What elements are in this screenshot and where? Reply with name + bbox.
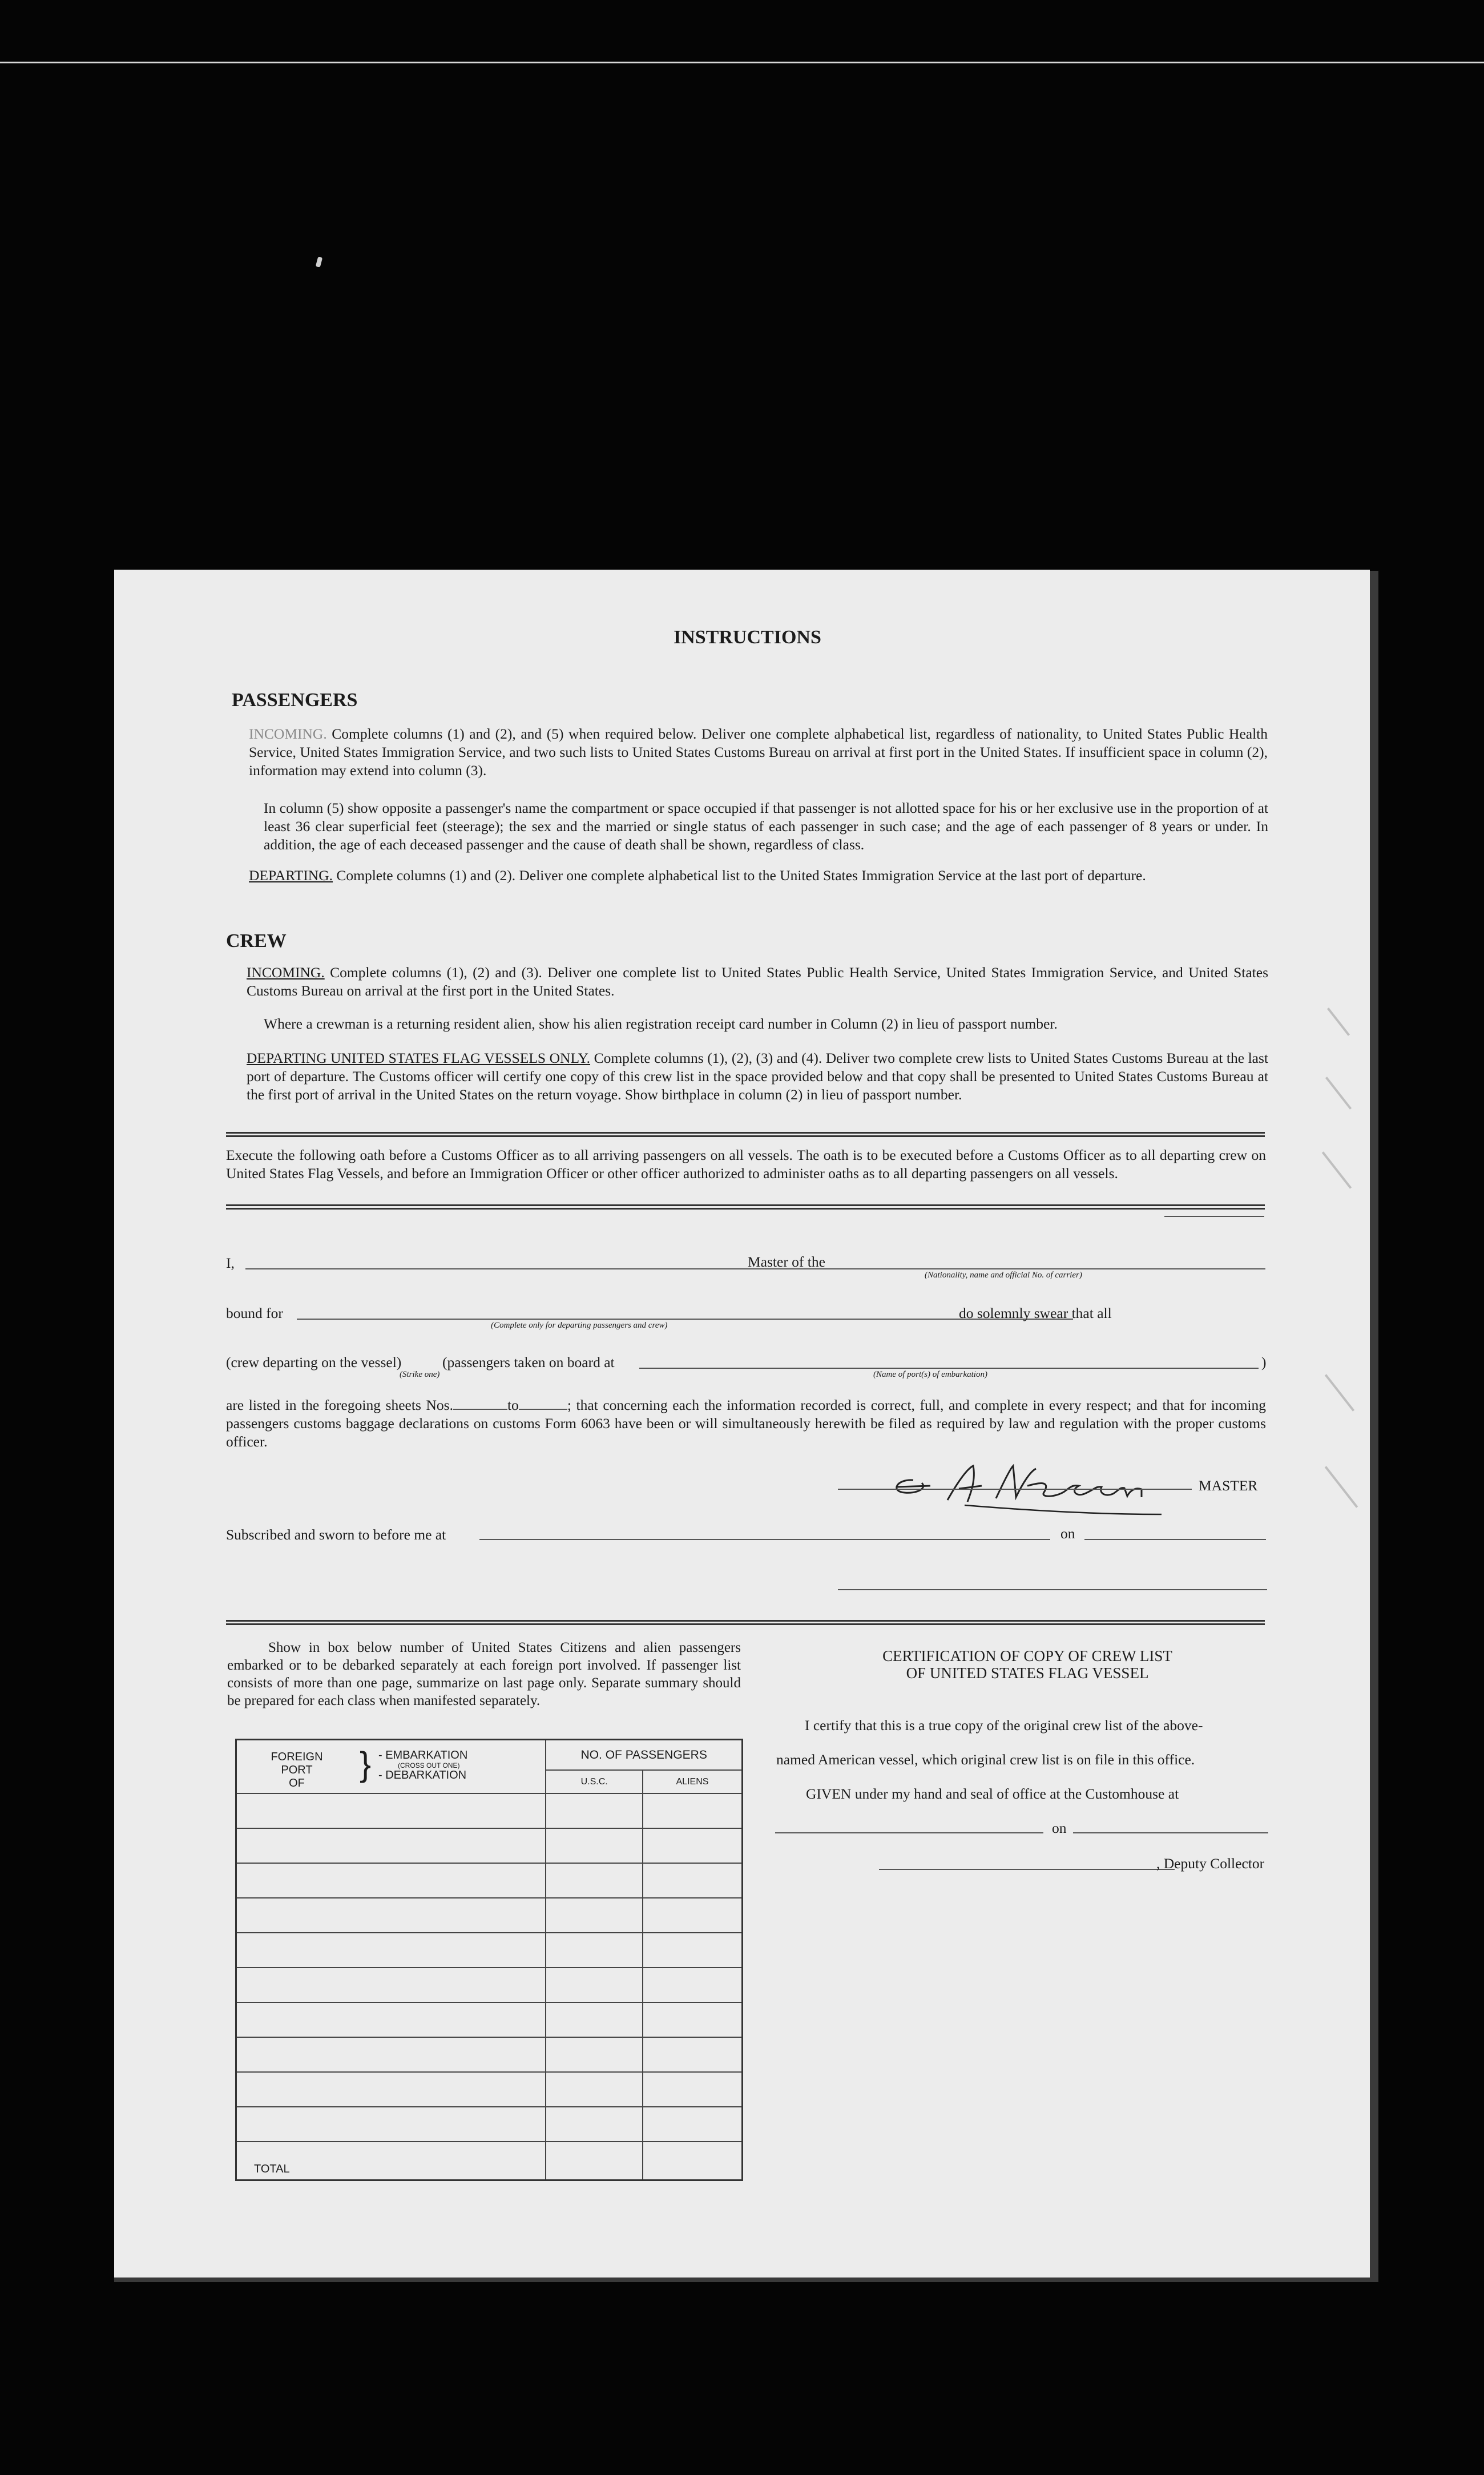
crew-heading: CREW bbox=[226, 930, 287, 952]
table-row bbox=[236, 2002, 743, 2037]
summary-instructions: Show in box below number of United States Citizens and alien passengers embarked or to be debarked separately at each foreign port involved. If passenger list consists of more than one page, summarize on last page only. Separate summary should be prepared for each class when manifested separately. bbox=[227, 1640, 741, 1708]
aliens-cell[interactable] bbox=[643, 1968, 743, 2002]
crew-incoming-paragraph bbox=[247, 964, 1268, 1000]
foreign-port-of-label bbox=[260, 1751, 334, 1790]
master-signature-line[interactable] bbox=[838, 1489, 1192, 1490]
listed-prefix: are listed in the foregoing sheets Nos. bbox=[226, 1397, 453, 1413]
deputy-collector-line[interactable] bbox=[879, 1869, 1175, 1870]
crew-departing-label: DEPARTING UNITED STATES FLAG VESSELS ONLY. bbox=[247, 1050, 591, 1066]
embarkation-label: - EMBARKATION bbox=[378, 1749, 468, 1761]
table-row bbox=[236, 1863, 743, 1898]
port-caption: (Name of port(s) of embarkation) bbox=[873, 1370, 987, 1379]
aliens-cell[interactable] bbox=[643, 1863, 743, 1898]
certify-text-line2: named American vessel, which original crew list is on file in this office. bbox=[776, 1751, 1195, 1768]
scan-speck bbox=[316, 256, 322, 267]
aliens-cell[interactable] bbox=[643, 1933, 743, 1968]
certify-text-line1: I certify that this is a true copy of the original crew list of the above- bbox=[805, 1717, 1203, 1734]
crew-departing-text: Complete columns (1), (2), (3) and (4). Deliver two complete crew lists to United States Customs Bureau at the last port of departure. The Customs officer will certify one copy of this crew list in the space provided below and that copy shall be presented to United States Customs Bureau at the first port of arrival in the United States on the return voyage. Show birthplace in column (2) in lieu of passport number. bbox=[247, 1050, 1269, 1103]
table-row bbox=[236, 1933, 743, 1968]
port-cell[interactable] bbox=[236, 1933, 546, 1968]
usc-cell[interactable] bbox=[546, 2037, 643, 2072]
scanner-top-edge-line bbox=[0, 62, 1484, 63]
passengers-incoming-label: INCOMING. bbox=[249, 725, 327, 742]
aliens-cell[interactable] bbox=[643, 2037, 743, 2072]
cross-out-label: (CROSS OUT ONE) bbox=[398, 1761, 460, 1769]
aliens-cell[interactable] bbox=[643, 1828, 743, 1863]
usc-cell[interactable] bbox=[546, 1898, 643, 1933]
total-label: TOTAL bbox=[236, 2142, 546, 2180]
execute-oath-paragraph: Execute the following oath before a Customs Officer as to all arriving passengers on all vessels. The oath is to be executed before a Customs Officer as to all departing crew on United States Flag Vessels, and before an Immigration Officer or other officer authorized to administer oaths as to all departing passengers on all vessels. bbox=[226, 1147, 1266, 1182]
passengers-departing-text: Complete columns (1) and (2). Deliver one complete alphabetical list to the United States Immigration Service at the last port of departure. bbox=[336, 867, 1146, 884]
master-label: MASTER bbox=[1199, 1477, 1258, 1494]
given-text: GIVEN under my hand and seal of office at the Customhouse at bbox=[806, 1785, 1179, 1802]
embark-debark-label bbox=[378, 1750, 467, 1781]
usc-cell[interactable] bbox=[546, 2072, 643, 2107]
port-cell[interactable] bbox=[236, 2072, 546, 2107]
passengers-heading: PASSENGERS bbox=[232, 690, 358, 711]
of-label: OF bbox=[289, 1777, 305, 1789]
sheet-to-blank[interactable] bbox=[519, 1409, 567, 1410]
usc-cell[interactable] bbox=[546, 1863, 643, 1898]
certification-title-line2: OF UNITED STATES FLAG VESSEL bbox=[906, 1664, 1149, 1682]
usc-cell[interactable] bbox=[546, 1968, 643, 2002]
swear-text: do solemnly swear that all bbox=[959, 1305, 1112, 1321]
passengers-taken-option: (passengers taken on board at bbox=[442, 1354, 615, 1370]
instructions-title: INSTRUCTIONS bbox=[674, 627, 821, 648]
oath-i-label: I, bbox=[226, 1255, 235, 1271]
passengers-column5-paragraph: In column (5) show opposite a passenger's name the compartment or space occupied if that passenger is not allotted space for his or her exclusive use in the proportion of at least 36 clear superficial feet (steerage); the sex and the married or single status of each passenger in such case; and the age of each passenger of 8 years or under. In addition, the age of each deceased passenger and the cause of death shall be shown, regardless of class. bbox=[264, 800, 1268, 853]
aliens-cell[interactable] bbox=[643, 2072, 743, 2107]
passengers-incoming-paragraph bbox=[249, 725, 1268, 780]
master-of-the-label: Master of the bbox=[748, 1253, 825, 1270]
usc-header: U.S.C. bbox=[546, 1770, 643, 1793]
certification-on-label: on bbox=[1052, 1820, 1067, 1836]
signature-text: E. A. Nelson bbox=[873, 1457, 877, 1458]
usc-cell[interactable] bbox=[546, 1793, 643, 1828]
nationality-caption: (Nationality, name and official No. of carrier) bbox=[925, 1271, 1082, 1280]
strike-one-caption: (Strike one) bbox=[400, 1370, 440, 1379]
total-row bbox=[236, 2142, 743, 2180]
subscribed-place-line[interactable] bbox=[479, 1539, 1050, 1540]
port-cell[interactable] bbox=[236, 1898, 546, 1933]
port-cell[interactable] bbox=[236, 2002, 546, 2037]
table-row bbox=[236, 1793, 743, 1828]
passengers-departing-label: DEPARTING. bbox=[249, 867, 333, 884]
bound-for-line[interactable] bbox=[297, 1319, 1073, 1320]
aliens-cell[interactable] bbox=[643, 1793, 743, 1828]
port-cell[interactable] bbox=[236, 2107, 546, 2142]
total-aliens-cell[interactable] bbox=[643, 2142, 743, 2180]
aliens-cell[interactable] bbox=[643, 2107, 743, 2142]
customhouse-place-line[interactable] bbox=[775, 1832, 1043, 1833]
usc-cell[interactable] bbox=[546, 2002, 643, 2037]
usc-cell[interactable] bbox=[546, 1933, 643, 1968]
port-cell[interactable] bbox=[236, 1793, 546, 1828]
usc-cell[interactable] bbox=[546, 2107, 643, 2142]
usc-cell[interactable] bbox=[546, 1828, 643, 1863]
debarkation-label: - DEBARKATION bbox=[378, 1769, 467, 1781]
table-row bbox=[236, 2107, 743, 2142]
sheet-from-blank[interactable] bbox=[453, 1409, 507, 1410]
port-embarkation-line[interactable] bbox=[639, 1368, 1259, 1369]
close-paren: ) bbox=[1261, 1354, 1267, 1370]
table-row bbox=[236, 1898, 743, 1933]
passengers-incoming-text: Complete columns (1) and (2), and (5) when required below. Deliver one complete alphabetical list, regardless of nationality, to United States Public Health Service, United States Immigration Service, and two such lists to United States Customs Bureau on arrival at first port in the United States. If insufficient space in column (2), information may extend into column (3). bbox=[249, 725, 1268, 779]
short-rule bbox=[1164, 1216, 1264, 1217]
vessel-name-line[interactable] bbox=[840, 1268, 1265, 1269]
crew-resident-paragraph: Where a crewman is a returning resident alien, show his alien registration receipt card number in Column (2) in lieu of passport number. bbox=[264, 1015, 1058, 1032]
table-row bbox=[236, 1828, 743, 1863]
port-cell[interactable] bbox=[236, 2037, 546, 2072]
double-rule-1 bbox=[226, 1132, 1265, 1137]
port-cell[interactable] bbox=[236, 1863, 546, 1898]
port-cell[interactable] bbox=[236, 1968, 546, 2002]
passenger-summary-table bbox=[235, 1739, 743, 2181]
subscribed-date-line[interactable] bbox=[1084, 1539, 1266, 1540]
officer-signature-line[interactable] bbox=[838, 1589, 1267, 1590]
port-label: PORT bbox=[281, 1764, 313, 1776]
aliens-cell[interactable] bbox=[643, 2002, 743, 2037]
crew-incoming-text: Complete columns (1), (2) and (3). Deliver one complete list to United States Public Health Service, United States Immigration Service, and United States Customs Bureau on arrival at the first port in the United States. bbox=[247, 964, 1269, 999]
passengers-departing-paragraph bbox=[249, 866, 1268, 885]
total-usc-cell[interactable] bbox=[546, 2142, 643, 2180]
listed-sheets-paragraph bbox=[226, 1396, 1266, 1451]
certification-date-line[interactable] bbox=[1073, 1832, 1268, 1833]
complete-only-caption: (Complete only for departing passengers and crew) bbox=[491, 1321, 668, 1330]
document-page bbox=[114, 570, 1370, 2278]
crew-incoming-label: INCOMING. bbox=[247, 964, 325, 981]
crew-departing-option: (crew departing on the vessel) bbox=[226, 1354, 402, 1370]
subscribed-on-label: on bbox=[1060, 1525, 1075, 1542]
certification-title-line1: CERTIFICATION OF COPY OF CREW LIST bbox=[882, 1647, 1172, 1664]
table-row bbox=[236, 2037, 743, 2072]
listed-text: ; that concerning each the information recorded is correct, full, and complete in every respect; and that for incoming passengers customs baggage declarations on customs Form 6063 have been or will simultaneously herewith be filed as required by law and regulation with the proper customs officer. bbox=[226, 1397, 1266, 1450]
certification-title bbox=[845, 1647, 1210, 1682]
bound-for-label: bound for bbox=[226, 1305, 283, 1321]
deputy-collector-label: , Deputy Collector bbox=[1156, 1855, 1265, 1872]
port-cell[interactable] bbox=[236, 1828, 546, 1863]
aliens-cell[interactable] bbox=[643, 1898, 743, 1933]
port-header-cell bbox=[236, 1740, 546, 1794]
foreign-label: FOREIGN bbox=[271, 1751, 323, 1763]
brace-icon: } bbox=[360, 1745, 372, 1783]
to-word: to bbox=[507, 1397, 519, 1413]
table-row bbox=[236, 1968, 743, 2002]
double-rule-2 bbox=[226, 1204, 1265, 1210]
subscribed-label: Subscribed and sworn to before me at bbox=[226, 1526, 446, 1543]
table-row bbox=[236, 2072, 743, 2107]
crew-departing-paragraph bbox=[247, 1049, 1268, 1104]
no-of-passengers-header: NO. OF PASSENGERS bbox=[546, 1740, 742, 1771]
double-rule-3 bbox=[226, 1620, 1265, 1625]
aliens-header: ALIENS bbox=[643, 1770, 743, 1793]
